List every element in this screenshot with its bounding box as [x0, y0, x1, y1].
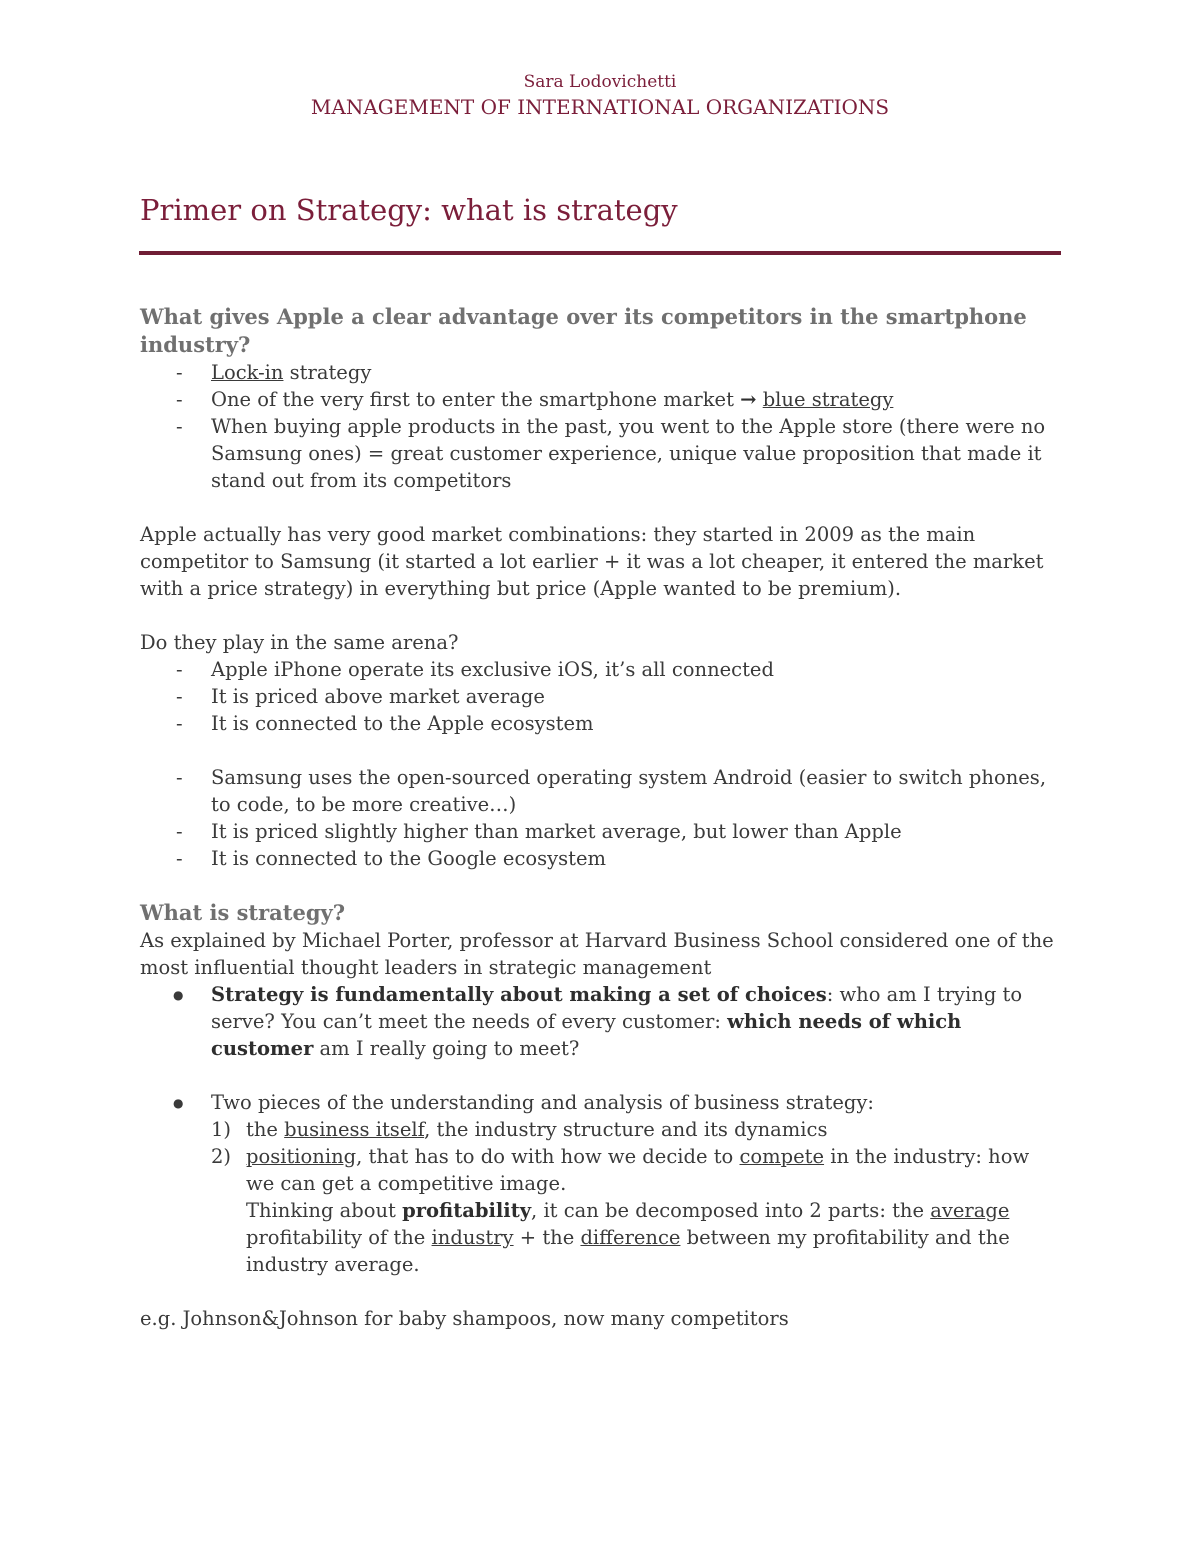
text: profitability of the — [246, 1226, 432, 1249]
list-item — [140, 413, 1062, 494]
list-item — [140, 981, 1062, 1062]
underlined-text: difference — [580, 1226, 681, 1249]
text: , that has to do with how we decide to — [356, 1145, 740, 1168]
samsung-arena-list — [140, 764, 1062, 872]
list-item: - Samsung uses the open-sourced operating system Android (easier to switch phones, to code, to be more creative…) — [140, 764, 1062, 818]
underlined-text: Lock-in — [211, 361, 284, 384]
text: + the — [513, 1226, 581, 1249]
text: the — [246, 1118, 285, 1141]
underlined-text: average — [930, 1199, 1010, 1222]
list-item: ● Two pieces of the understanding and analysis of business strategy: — [140, 1089, 1062, 1116]
title-divider — [139, 251, 1061, 255]
text: in the industry: how we can get a competitive image. — [246, 1145, 1030, 1195]
section-heading-apple-advantage: What gives Apple a clear advantage over its competitors in the smartphone industry? — [140, 304, 1027, 357]
document-title: Primer on Strategy: what is strategy — [140, 193, 678, 227]
apple-arena-list — [140, 656, 1062, 737]
list-number: 2) — [211, 1145, 232, 1168]
text: When buying apple products in the past, you went to the Apple store (there were no Samsung ones) = great customer experience, unique value proposition that made it stand out from its competitors — [211, 415, 1046, 492]
text: between my profitability and the industry average. — [246, 1226, 1010, 1276]
section-heading-what-is-strategy: What is strategy? — [140, 900, 346, 925]
paragraph-market-combinations: Apple actually has very good market combinations: they started in 2009 as the main competitor to Samsung (it started a lot earlier + it was a lot cheaper, it entered the market with a price strategy) in everything but price (Apple wanted to be premium). — [140, 523, 1044, 600]
author-name: Sara Lodovichetti — [523, 72, 677, 92]
bold-text: Strategy is fundamentally about making a set of choices — [211, 983, 827, 1006]
list-item — [140, 386, 1062, 413]
strategy-bullets — [140, 981, 1062, 1062]
list-item: - It is connected to the Apple ecosystem — [140, 710, 1062, 737]
underlined-text: positioning — [246, 1145, 357, 1168]
text: , it can be decomposed into 2 parts: the — [531, 1199, 931, 1222]
example-line: e.g. Johnson&Johnson for baby shampoos, now many competitors — [140, 1307, 789, 1330]
page-header — [0, 70, 1200, 120]
list-item: - It is connected to the Google ecosystem — [140, 845, 1062, 872]
course-title: MANAGEMENT OF INTERNATIONAL ORGANIZATIONS — [310, 95, 890, 119]
document-body — [140, 303, 1062, 1332]
list-item — [140, 359, 1062, 386]
apple-advantage-list — [140, 359, 1062, 494]
arrow-right-icon: → — [740, 388, 757, 411]
analysis-bullets — [140, 1089, 1062, 1116]
bold-text: profitability — [402, 1199, 532, 1222]
text: am I really going to meet? — [313, 1037, 580, 1060]
underlined-text: compete — [739, 1145, 825, 1168]
list-item: - Apple iPhone operate its exclusive iOS, it’s all connected — [140, 656, 1062, 683]
porter-intro: As explained by Michael Porter, professor at Harvard Business School considered one of the most influential thought leaders in strategic management — [140, 929, 1054, 979]
text: Thinking about — [246, 1199, 403, 1222]
underlined-text: business itself — [284, 1118, 425, 1141]
text: One of the very first to enter the smartphone market — [211, 388, 741, 411]
analysis-numbered-list — [140, 1116, 1062, 1278]
list-item: - It is priced above market average — [140, 683, 1062, 710]
arena-question: Do they play in the same arena? — [140, 631, 459, 654]
list-item — [140, 1116, 1062, 1143]
text: : who am I trying to serve? You can’t meet the needs of every customer: — [211, 983, 1023, 1033]
list-item — [140, 1143, 1062, 1278]
text: strategy — [283, 361, 372, 384]
list-number: 1) — [211, 1118, 232, 1141]
bold-text: which needs of which customer — [211, 1010, 962, 1060]
list-item: - It is priced slightly higher than market average, but lower than Apple — [140, 818, 1062, 845]
underlined-text: industry — [431, 1226, 514, 1249]
text: , the industry structure and its dynamics — [424, 1118, 828, 1141]
underlined-text: blue strategy — [762, 388, 894, 411]
